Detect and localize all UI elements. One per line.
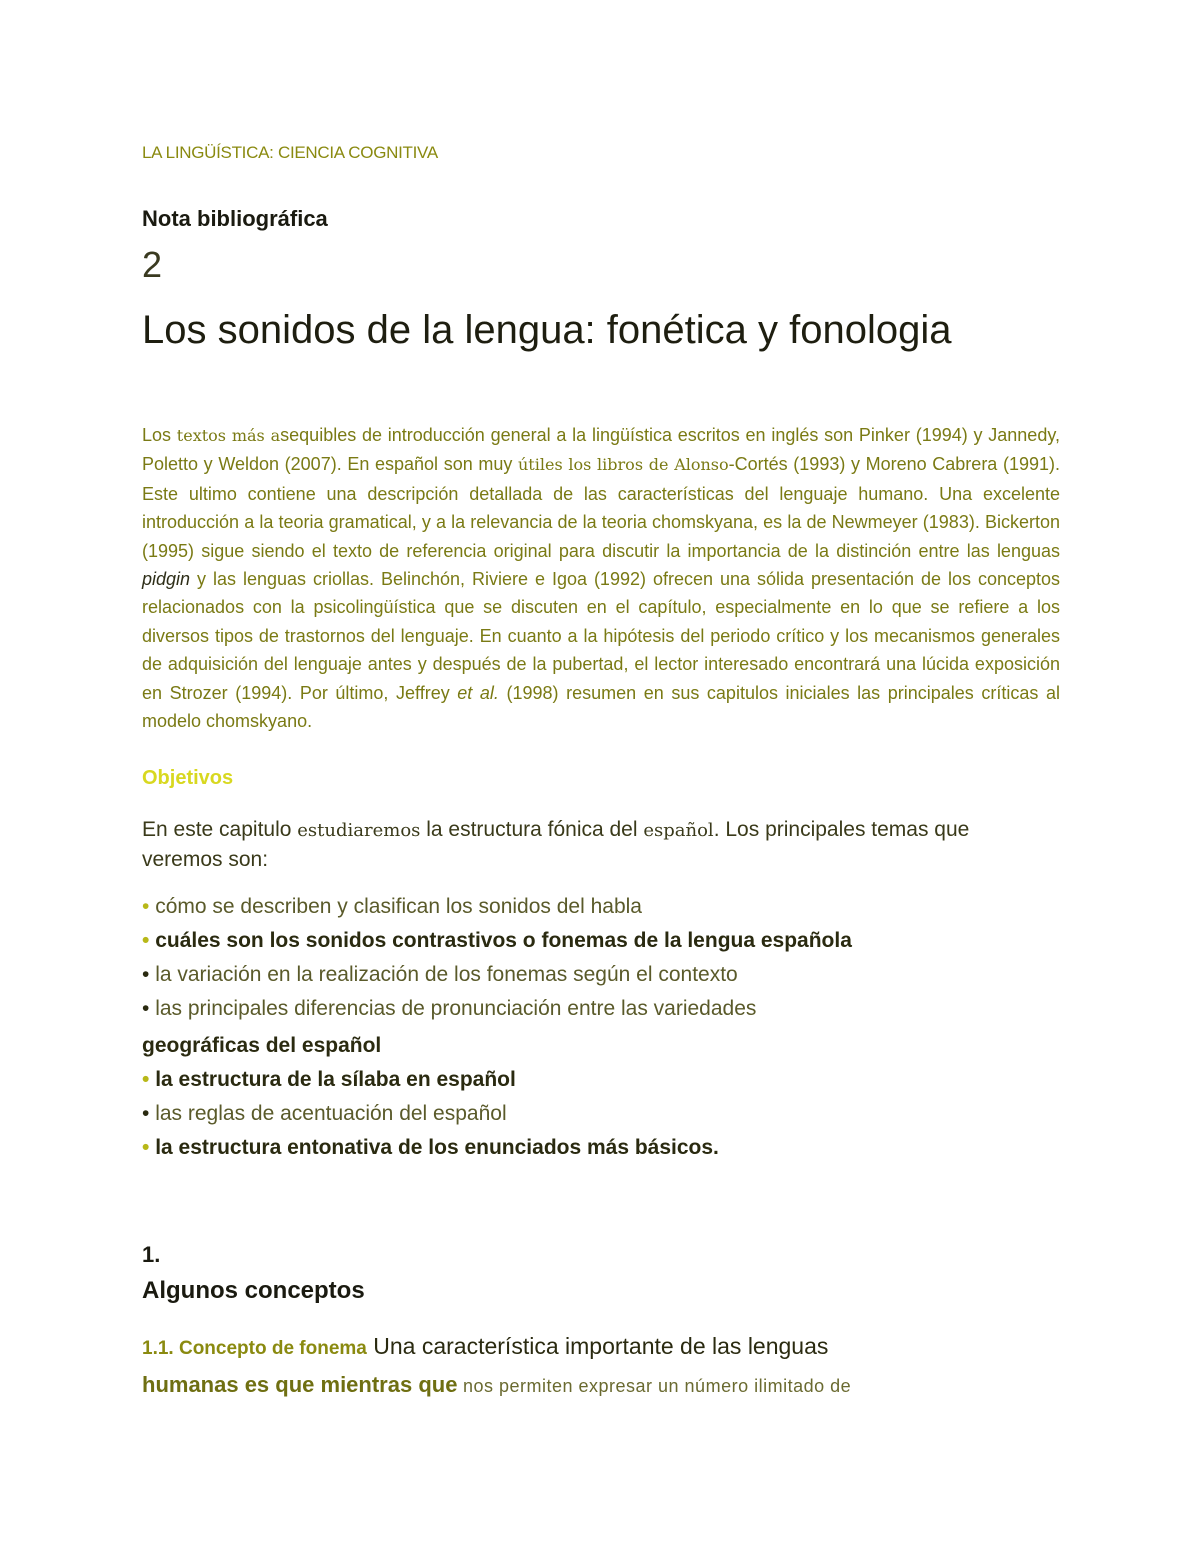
section-title: Algunos conceptos [142, 1277, 365, 1304]
biblio-text: textos más a [176, 426, 281, 445]
list-item-text: geográficas del español [142, 1034, 382, 1057]
objectives-intro [142, 815, 1042, 874]
list-item [142, 1131, 1062, 1165]
biblio-text: y las lenguas criollas. Belinchón, Riviere e Igoa (1992) ofrecen una sólida presentación de los conceptos relacionados con la psicolingüística que se discuten en el capítulo, especialmente en lo que se refiere a los diversos tipos de trastornos del lenguaje. En cuanto a la hipótesis del periodo crítico y los mecanismos generales de adquisición del lenguaje antes y después de la pubertad, el lector interesado encontrará una lúcida exposición en Strozer (1994). Por último, Jeffrey [142, 569, 1060, 703]
intro-text: la estructura fónica del [420, 818, 644, 841]
bullet-icon: • [142, 1136, 150, 1159]
biblio-text: Los [142, 425, 177, 445]
bullet-icon: • [142, 1068, 150, 1091]
objectives-list [142, 890, 1062, 1165]
bullet-icon: • [142, 997, 150, 1020]
list-item [142, 1097, 1062, 1131]
list-item-text: la estructura de la sílaba en español [155, 1068, 516, 1091]
list-item-text: cómo se describen y clasifican los sonidos del habla [155, 895, 642, 918]
subsection-text: humanas es que mientras que [142, 1372, 458, 1397]
list-item-continuation [142, 1029, 1062, 1063]
objectives-heading: Objetivos [142, 767, 234, 789]
intro-text: estudiaremos [297, 820, 421, 841]
chapter-title: Los sonidos de la lengua: fonética y fonologia [142, 308, 952, 352]
list-item [142, 924, 1062, 958]
list-item-text: las principales diferencias de pronunciación entre las variedades [155, 997, 757, 1020]
bibliography-paragraph [142, 421, 1060, 735]
intro-text: . Los principales temas que veremos son: [142, 818, 970, 871]
subsection-text: Una característica importante de las lenguas [366, 1333, 829, 1359]
biblio-text: sequibles de introducción general a la lingüística escritos en inglés son Pinker (1994) y Jannedy, Poletto y Weldon (2007). En español son muy [142, 425, 1060, 475]
intro-text: español [643, 820, 714, 841]
list-item-text: la variación en la realización de los fonemas según el contexto [155, 963, 738, 986]
list-item [142, 890, 1062, 924]
list-item-text: la estructura entonativa de los enunciados más básicos. [155, 1136, 719, 1159]
chapter-number: 2 [142, 244, 163, 285]
list-item-text: las reglas de acentuación del español [155, 1102, 507, 1125]
bullet-icon: • [142, 929, 150, 952]
biblio-emphasis: pidgin [142, 569, 191, 590]
biblio-text: útiles los libros de Alonso [518, 455, 729, 475]
running-header: LA LINGÜÍSTICA: CIENCIA COGNITIVA [142, 143, 438, 162]
subsection-paragraph [142, 1328, 1062, 1404]
bullet-icon: • [142, 963, 150, 986]
biblio-emphasis: et al. [457, 682, 499, 703]
list-item [142, 958, 1062, 992]
subsection-text: nos permiten expresar un número ilimitado de [457, 1376, 852, 1396]
bullet-icon: • [142, 1102, 150, 1125]
list-item [142, 992, 1062, 1026]
list-item [142, 1063, 1062, 1097]
intro-text: En este capitulo [142, 818, 298, 841]
section-number: 1. [142, 1242, 161, 1267]
biblio-text: (1998) resumen en sus capitulos iniciales las principales críticas al modelo chomskyano. [142, 682, 1060, 732]
list-item-text: cuáles son los sonidos contrastivos o fonemas de la lengua española [155, 929, 852, 952]
bibliography-label: Nota bibliográfica [142, 206, 328, 231]
bullet-icon: • [142, 895, 150, 918]
biblio-text: -Cortés (1993) y Moreno Cabrera (1991). Este ultimo contiene una descripción detallada de las características del lenguaje humano. Una excelente introducción a la teoria gramatical, y a la relevancia de la teoria chomskyana, es la de Newmeyer (1983). Bickerton (1995) sigue siendo el texto de referencia original para discutir la importancia de la distinción entre las lenguas [142, 454, 1060, 561]
subsection-label: 1.1. Concepto de fonema [142, 1338, 367, 1359]
